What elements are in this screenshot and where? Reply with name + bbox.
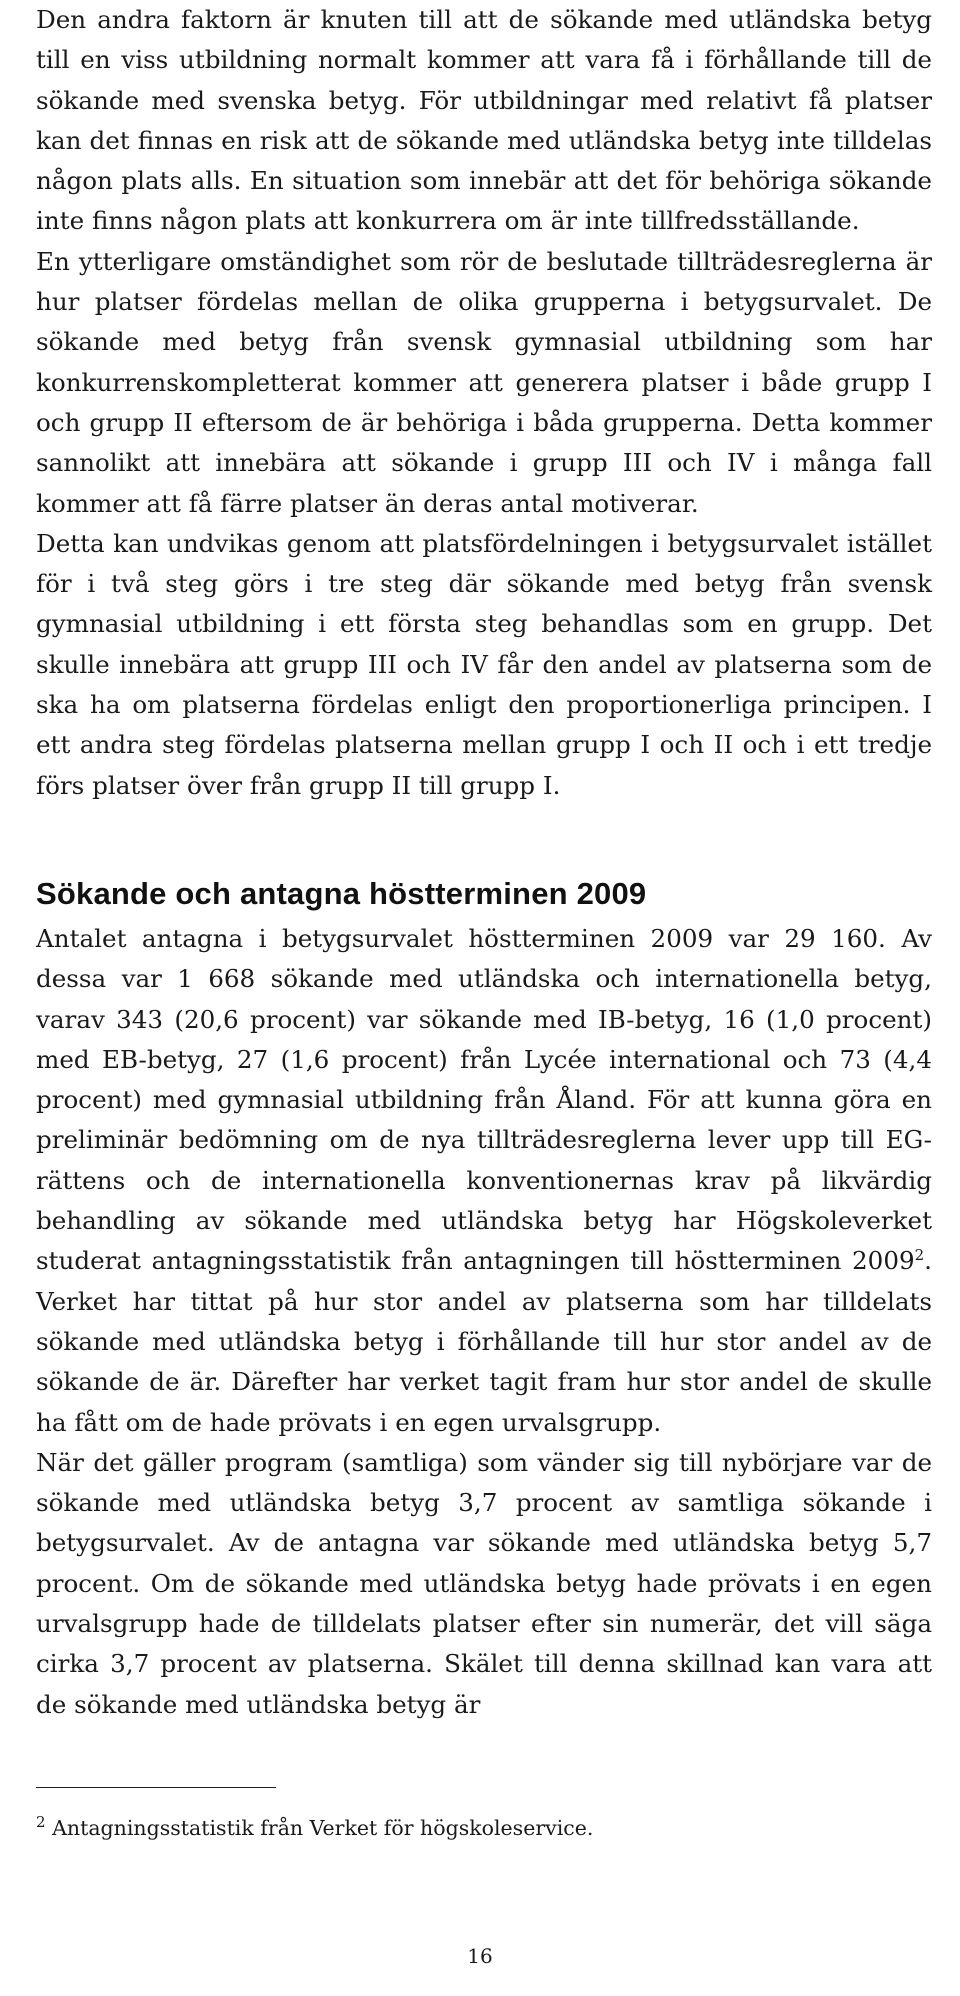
page-number: 16 — [467, 1944, 493, 1968]
footnote-text: Antagningsstatistik från Verket för högskoleservice. — [52, 1816, 594, 1840]
body-paragraph — [36, 919, 932, 1443]
document-page — [36, 0, 932, 1725]
body-paragraph: Den andra faktorn är knuten till att de sökande med utländska betyg till en viss utbildning normalt kommer att vara få i förhållande till de sökande med svenska betyg. För utbildningar med relativt få platser kan det finnas en risk att de sökande med utländska betyg inte tilldelas någon plats alls. En situation som innebär att det för behöriga sökande inte finns någon plats att konkurrera om är inte tillfredsställande. — [36, 5, 932, 236]
paragraph-text: . Verket har tittat på hur stor andel av platserna som har tilldelats sökande med utländska betyg i förhållande till hur stor andel av de sökande de är. Därefter har verket tagit fram hur stor andel de skulle ha fått om de hade prövats i en egen urvalsgrupp. — [36, 1246, 932, 1437]
footnote-reference: 2 — [914, 1246, 925, 1265]
section-heading: Sökande och antagna höstterminen 2009 — [36, 875, 647, 911]
footnote-divider — [36, 1787, 276, 1788]
footnote — [36, 1813, 932, 1843]
paragraph-text: Antalet antagna i betygsurvalet höstterminen 2009 var 29 160. Av dessa var 1 668 sökande med utländska och internationella betyg, varav 343 (20,6 procent) var sökande med IB-betyg, 16 (1,0 procent) med EB-betyg, 27 (1,6 procent) från Lycée international och 73 (4,4 procent) med gymnasial utbildning från Åland. För att kunna göra en preliminär bedömning om de nya tillträdesreglerna lever upp till EG-rättens och de internationella konventionernas krav på likvärdig behandling av sökande med utländska betyg har Högskoleverket studerat antagningsstatistik från antagningen till höstterminen 2009 — [36, 923, 932, 1276]
body-paragraph: När det gäller program (samtliga) som vänder sig till nybörjare var de sökande med utländska betyg 3,7 procent av samtliga sökande i betygsurvalet. Av de antagna var sökande med utländska betyg 5,7 procent. Om de sökande med utländska betyg hade prövats i en egen urvalsgrupp hade de tilldelats platser efter sin numerär, det vill säga cirka 3,7 procent av platserna. Skälet till denna skillnad kan vara att de sökande med utländska betyg är — [36, 1447, 932, 1719]
footnote-marker: 2 — [36, 1813, 46, 1832]
body-paragraph: Detta kan undvikas genom att platsfördelningen i betygsurvalet istället för i två steg görs i tre steg där sökande med betyg från svensk gymnasial utbildning i ett första steg behandlas som en grupp. Det skulle innebära att grupp III och IV får den andel av platserna som de ska ha om platserna fördelas enligt den proportionerliga principen. I ett andra steg fördelas platserna mellan grupp I och II och i ett tredje förs platser över från grupp II till grupp I. — [36, 528, 932, 800]
body-paragraph: En ytterligare omständighet som rör de beslutade tillträdesreglerna är hur platser fördelas mellan de olika grupperna i betygsurvalet. De sökande med betyg från svensk gymnasial utbildning som har konkurrenskompletterat kommer att generera platser i både grupp I och grupp II eftersom de är behöriga i båda grupperna. Detta kommer sannolikt att innebära att sökande i grupp III och IV i många fall kommer att få färre platser än deras antal motiverar. — [36, 246, 932, 518]
